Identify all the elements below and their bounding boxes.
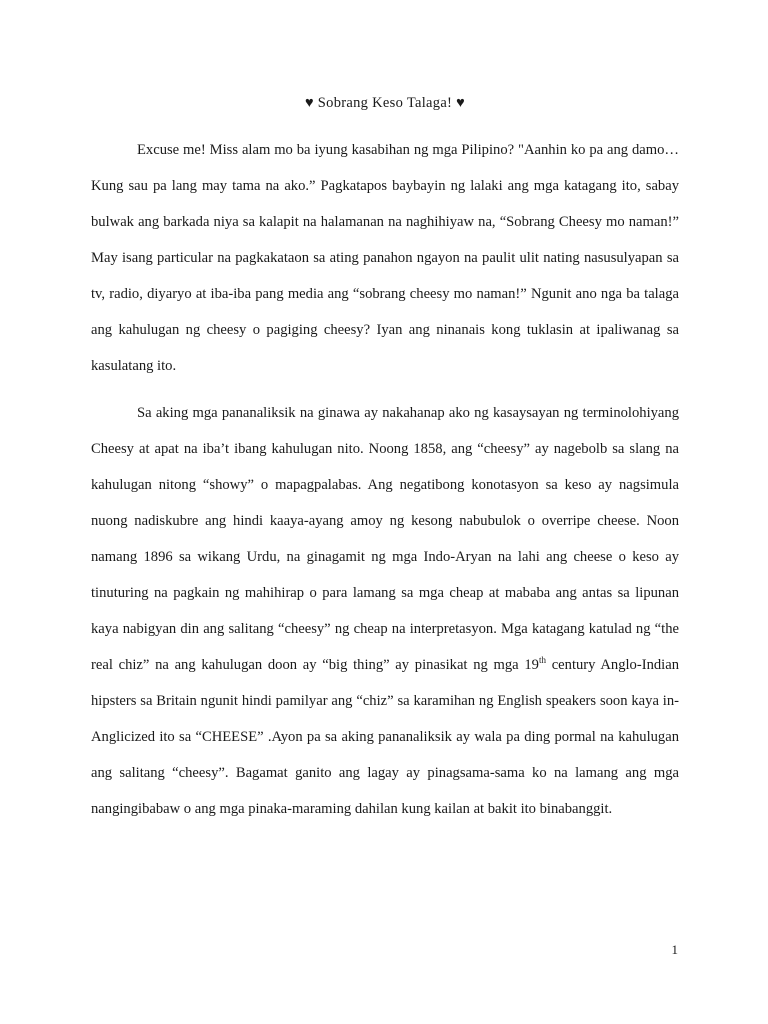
document-title: ♥ Sobrang Keso Talaga! ♥ (304, 95, 466, 111)
paragraph-history-text-part1: Sa aking mga pananaliksik na ginawa ay nakahanap ako ng kasaysayan ng terminolohiyang Cheesy at apat na iba’t ibang kahulugan nito. Noong 1858, ang “cheesy” ay nagebolb sa slang na kahulugan nitong “showy” o mapagpalabas. Ang negatibong konotasyon sa keso ay nagsimula nuong nadiskubre ang hindi kaaya-ayang amoy ng kesong nabubulok o overripe cheese. Noon namang 1896 sa wikang Urdu, na ginagamit ng mga Indo-Aryan na lahi ang cheese o keso ay tinuturing na pagkain ng mahihirap o para lamang sa mga cheap at mababa ang antas sa lipunan kaya nabigyan din ang salitang “cheesy” ng cheap na interpretasyon. Mga katagang katulad ng “the real chiz” na ang kahulugan doon ay “big thing” ay pinasikat ng mga 19 (91, 405, 679, 673)
paragraph-intro-text: Excuse me! Miss alam mo ba iyung kasabihan ng mga Pilipino? "Aanhin ko pa ang damo… Kung sau pa lang may tama na ako.” Pagkatapos baybayin ng lalaki ang mga katagang ito, sabay bulwak ang barkada niya sa kalapit na halamanan na naghihiyaw na, “Sobrang Cheesy mo naman!” May isang particular na pagkakataon sa ating panahon ngayon na paulit ulit nating nasusulyapan sa tv, radio, diyaryo at iba-iba pang media ang “sobrang cheesy mo naman!” Ngunit ano nga ba talaga ang kahulugan ng cheesy o pagiging cheesy? Iyan ang ninanais kong tuklasin at ipaliwanag sa kasulatang ito. (91, 142, 679, 374)
paragraph-intro (91, 132, 679, 384)
paragraph-history (91, 395, 679, 827)
ordinal-superscript: th (538, 655, 546, 666)
page-number: 1 (671, 942, 678, 957)
paragraph-history-text-part2: century Anglo-Indian hipsters sa Britain ngunit hindi pamilyar ang “chiz” sa karamihan ng English speakers soon kaya in-Anglicized ito sa “CHEESE” .Ayon pa sa aking pananaliksik ay wala pa ding pormal na kahulugan ang salitang “cheesy”. Bagamat ganito ang lagay ay pinagsama-sama ko na lamang ang mga nangingibabaw o ang mga pinaka-maraming dahilan kung kailan at bakit ito binabanggit. (91, 657, 679, 817)
